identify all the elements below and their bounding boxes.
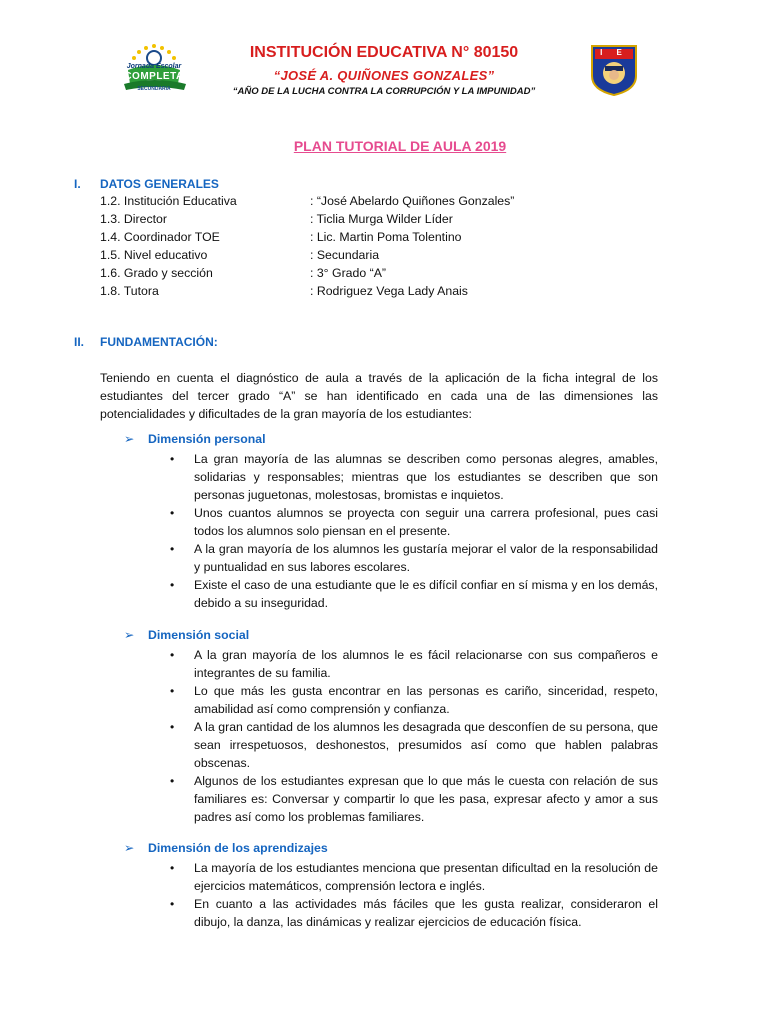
bullet-icon: • [170,897,175,911]
arrow-bullet-icon: ➢ [124,841,135,855]
section-2-number: II. [74,335,85,349]
section-1-number: I. [74,177,81,191]
data-label: 1.6. Grado y sección [100,266,213,280]
dimension-learning-list [170,859,658,931]
list-item [170,540,658,576]
dimension-learning-heading [124,841,328,855]
arrow-bullet-icon: ➢ [124,628,135,642]
data-label: 1.2. Institución Educativa [100,194,237,208]
bullet-icon: • [170,578,175,592]
list-item [170,895,658,931]
dimension-title: Dimensión personal [148,432,266,446]
list-item [170,504,658,540]
bullet-icon: • [170,774,175,788]
list-item [170,576,658,612]
data-row [100,230,660,248]
bullet-icon: • [170,452,175,466]
list-item-text: Unos cuantos alumnos se proyecta con seguir una carrera profesional, pues casi todos los alumnos solo piensan en el presente. [194,506,658,538]
dimension-title: Dimensión social [148,628,250,642]
list-item [170,718,658,772]
dimension-social-heading [124,628,249,642]
data-row [100,212,660,230]
arrow-bullet-icon: ➢ [124,432,135,446]
data-value: : 3° Grado “A” [310,266,386,280]
list-item-text: En cuanto a las actividades más fáciles que les gusta realizar, consideraron el dibujo, la danza, las dinámicas y realizar ejercicios de educación física. [194,897,658,929]
section-1-heading [74,177,374,193]
list-item [170,646,658,682]
list-item-text: La gran mayoría de las alumnas se describen como personas alegres, amables, solidarias y responsables; mientras que los estudiantes se describen que son personas juguetonas, molestosas, bromistas e inquietos. [194,452,658,502]
bullet-icon: • [170,506,175,520]
data-row [100,284,660,302]
list-item [170,859,658,895]
list-item [170,772,658,826]
bullet-icon: • [170,684,175,698]
plan-title: PLAN TUTORIAL DE AULA 2019 [293,138,507,154]
list-item [170,450,658,504]
data-label: 1.4. Coordinador TOE [100,230,220,244]
data-row [100,194,660,212]
data-value: : “José Abelardo Quiñones Gonzales” [310,194,515,208]
logo-left-line-2: COMPLETA [124,71,184,82]
list-item-text: La mayoría de los estudiantes menciona que presentan dificultad en la resolución de ejercicios matemáticos, comprensión lectora e inglés. [194,861,658,893]
crest-text: I E [600,48,628,57]
logo-left-line-1: Jornada Escolar [126,63,182,70]
list-item-text: Lo que más les gusta encontrar en las personas es cariño, sinceridad, respeto, amabilidad así como comprensión y confianza. [194,684,658,716]
list-item-text: Algunos de los estudiantes expresan que lo que más le cuesta con relación de sus familiares es: Conversar y compartir lo que les pasa, expresar afecto y amor a sus padres así como los problemas familiares. [194,774,658,824]
section-2-heading [74,335,374,351]
bullet-icon: • [170,542,175,556]
institution-title: INSTITUCIÓN EDUCATIVA N° 80150 [249,44,519,61]
dimension-personal-list [170,450,658,612]
section-2-title: FUNDAMENTACIÓN: [100,335,218,349]
bullet-icon: • [170,861,175,875]
foundation-intro: Teniendo en cuenta el diagnóstico de aula a través de la aplicación de la ficha integral de los estudiantes del tercer grado “A” se han identificado en cada una de las dimensiones las potencialidades y dificultades de la gran mayoría de los estudiantes: [100,371,658,421]
logo-left-line-3: SECUNDARIA [137,86,171,92]
list-item-text: A la gran cantidad de los alumnos les desagrada que desconfíen de su persona, que sean irrespetuosos, deshonestos, presumidos así como que hablen palabras obscenas. [194,720,658,770]
dimension-social-list [170,646,658,826]
data-value: : Ticlia Murga Wilder Líder [310,212,453,226]
data-label: 1.8. Tutora [100,284,159,298]
data-label: 1.5. Nivel educativo [100,248,208,262]
year-motto: “AÑO DE LA LUCHA CONTRA LA CORRUPCIÓN Y LA IMPUNIDAD” [232,86,536,97]
data-row [100,248,660,266]
dimension-title: Dimensión de los aprendizajes [148,841,328,855]
list-item [170,682,658,718]
data-label: 1.3. Director [100,212,167,226]
school-name: “JOSÉ A. QUIÑONES GONZALES” [273,68,495,83]
list-item-text: A la gran mayoría de los alumnos le es fácil relacionarse con sus compañeros e integrantes de su familia. [194,648,658,680]
bullet-icon: • [170,720,175,734]
list-item-text: Existe el caso de una estudiante que le es difícil confiar en sí misma y en los demás, debido a su inseguridad. [194,578,658,610]
section-1-title: DATOS GENERALES [100,177,219,191]
data-value: : Secundaria [310,248,380,262]
data-value: : Lic. Martin Poma Tolentino [310,230,462,244]
list-item-text: A la gran mayoría de los alumnos les gustaría mejorar el valor de la responsabilidad y puntualidad en sus labores escolares. [194,542,658,574]
dimension-personal-heading [124,432,266,446]
bullet-icon: • [170,648,175,662]
data-value: : Rodriguez Vega Lady Anais [310,284,468,298]
data-row [100,266,660,284]
